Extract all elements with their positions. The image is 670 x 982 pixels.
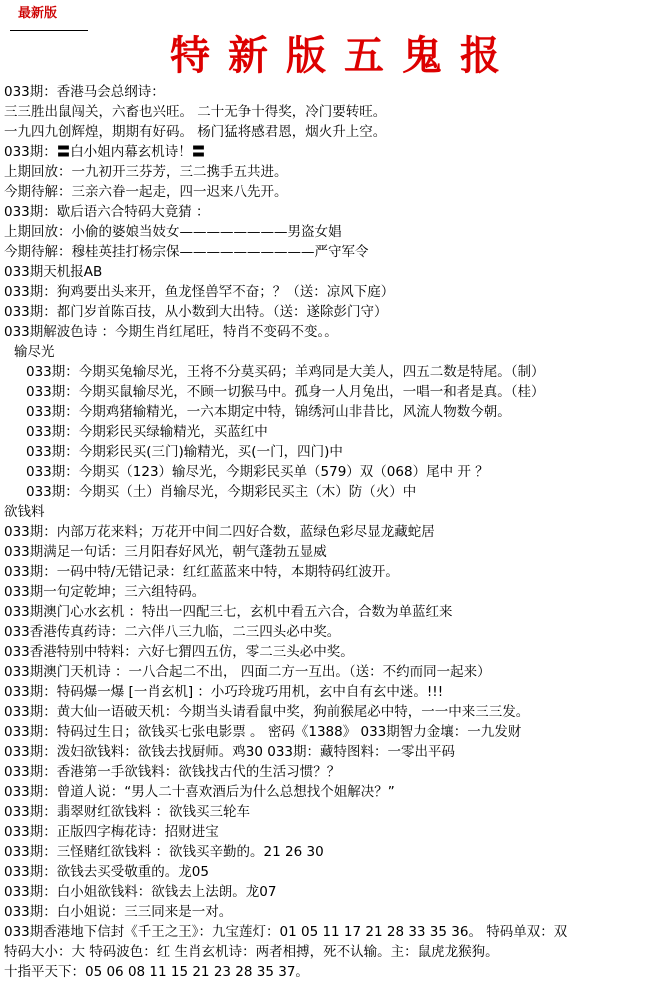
text-line: 033期：今期彩民买绿输精光，买蓝红中 bbox=[26, 424, 268, 440]
text-line: 033期澳门天机诗 ：一八合起二不出， 四面二方一互出。（送：不约而同一起来） bbox=[4, 664, 491, 680]
section-heading: 输尽光 bbox=[14, 344, 55, 360]
text-line: 今期待解：三亲六眷一起走，四一迟来八先开。 bbox=[4, 184, 288, 200]
text-line: 033香港传真药诗：二六伴八三九临，二三四头必中奖。 bbox=[4, 624, 341, 640]
edition-badge: 最新版 bbox=[18, 6, 58, 21]
text-line: 033期：今期买（土）肖输尽光，今期彩民买主（木）防（火）中 bbox=[26, 484, 417, 500]
text-line: 033期：三怪赌红欲钱料 ：欲钱买辛勤的。21 26 30 bbox=[4, 844, 324, 860]
text-line: 033期：今期买鼠输尽光，不顾一切猴马中。孤身一人月兔出，一唱一和者是真。（桂） bbox=[26, 384, 545, 400]
text-line: 033期：泼妇欲钱料：欲钱去找厨师。鸡30 033期：藏特图料：一零出平码 bbox=[4, 744, 456, 760]
text-line: 033期：翡翠财红欲钱料 ：欲钱买三轮车 bbox=[4, 804, 251, 820]
text-line: 033期：狗鸡要出头来开，鱼龙怪兽罕不奋；？（送：凉风下庭） bbox=[4, 284, 395, 300]
text-line: 033期：黄大仙一语破天机：今期当头请看鼠中奖，狗前猴尾必中特，一一中来三三发。 bbox=[4, 704, 530, 720]
text-line: 033期：一码中特/无错记录：红红蓝蓝来中特，本期特码红波开。 bbox=[4, 564, 399, 580]
page-title: 特新版五鬼报 bbox=[170, 32, 518, 79]
text-line: 033期：特码爆一爆 [一肖玄机] ：小巧玲珑巧用机，玄中自有玄中迷。!!! bbox=[4, 684, 444, 700]
text-line: 今期待解：穆桂英挂打杨宗保——————————严守军令 bbox=[4, 244, 369, 260]
text-line: 033期：香港第一手欲钱料：欲钱找古代的生活习惯？？ bbox=[4, 764, 341, 780]
text-line: 033期澳门心水玄机 ：特出一四配三七，玄机中看五六合，合数为单蓝红来 bbox=[4, 604, 453, 620]
text-line: 三三胜出鼠闯关，六畜也兴旺。 二十无争十得奖，冷门要转旺。 bbox=[4, 104, 387, 120]
text-line: 033期：今期彩民买(三门)输精光，买(一门，四门)中 bbox=[26, 444, 343, 460]
text-line: 033期香港地下信封《千王之王》：九宝莲灯：01 05 11 17 21 28 33 35 36。 特码单双：双 bbox=[4, 924, 568, 940]
text-line: 033期：正版四字梅花诗：招财进宝 bbox=[4, 824, 219, 840]
text-line: 033期：曾道人说：“男人二十喜欢酒后为什么总想找个姐解决？” bbox=[4, 784, 395, 800]
text-line: 033期：特码过生日；欲钱买七张电影票 。 密码《1388》 033期智力金壤：一九发财 bbox=[4, 724, 522, 740]
text-line: 033期满足一句话：三月阳春好风光，朝气蓬勃五显威 bbox=[4, 544, 327, 560]
text-line: 033期：今期鸡猪输精光，一六本期定中特，锦绣河山非昔比，风流人物数今朝。 bbox=[26, 404, 511, 420]
text-line: 上期回放：小偷的婆娘当妓女————————男盗女娼 bbox=[4, 224, 342, 240]
text-line: 033香港特别中特料：六好七猬四五仿，零二三头必中奖。 bbox=[4, 644, 354, 660]
text-line: 033期：欲钱去买受敬重的。龙05 bbox=[4, 864, 209, 880]
text-line: 033期：今期买（123）输尽光，今期彩民买单（579）双（068）尾中 开 ？ bbox=[26, 464, 489, 480]
text-line: 一九四九创辉煌，期期有好码。 杨门猛将感君恩，烟火升上空。 bbox=[4, 124, 387, 140]
text-line: 033期：今期买兔输尽光，王将不分莫买码；羊鸡同是大美人，四五二数是特尾。（制） bbox=[26, 364, 545, 380]
text-line: 033期天机报AB bbox=[4, 264, 103, 280]
text-line: 特码大小：大 特码波色：红 生肖玄机诗：两者相搏，死不认输。主：鼠虎龙猴狗。 bbox=[4, 944, 499, 960]
text-line: 033期：歇后语六合特码大竟猜 ： bbox=[4, 204, 210, 220]
text-line: 033期：内部万花来料；万花开中间二四好合数，蓝绿色彩尽显龙藏蛇居 bbox=[4, 524, 435, 540]
text-line: 033期：〓白小姐内幕玄机诗！〓 bbox=[4, 144, 206, 160]
section-heading: 欲钱料 bbox=[4, 504, 45, 520]
text-line: 033期：白小姐欲钱料：欲钱去上法朗。龙07 bbox=[4, 884, 277, 900]
text-line: 033期：白小姐说：三三同来是一对。 bbox=[4, 904, 233, 920]
document-body bbox=[4, 82, 666, 982]
text-line: 上期回放：一九初开三芬芳，三二携手五共进。 bbox=[4, 164, 288, 180]
text-line: 033期：都门岁首陈百技，从小数到大出特。（送：遂除彭门守） bbox=[4, 304, 388, 320]
text-line: 033期：香港马会总纲诗： bbox=[4, 84, 165, 100]
text-line: 十指平天下：05 06 08 11 15 21 23 28 35 37。 bbox=[4, 964, 309, 980]
text-line: 033期一句定乾坤；三六组特码。 bbox=[4, 584, 206, 600]
text-line: 033期解波色诗 ：今期生肖红尾旺，特肖不变码不变。。 bbox=[4, 324, 338, 340]
